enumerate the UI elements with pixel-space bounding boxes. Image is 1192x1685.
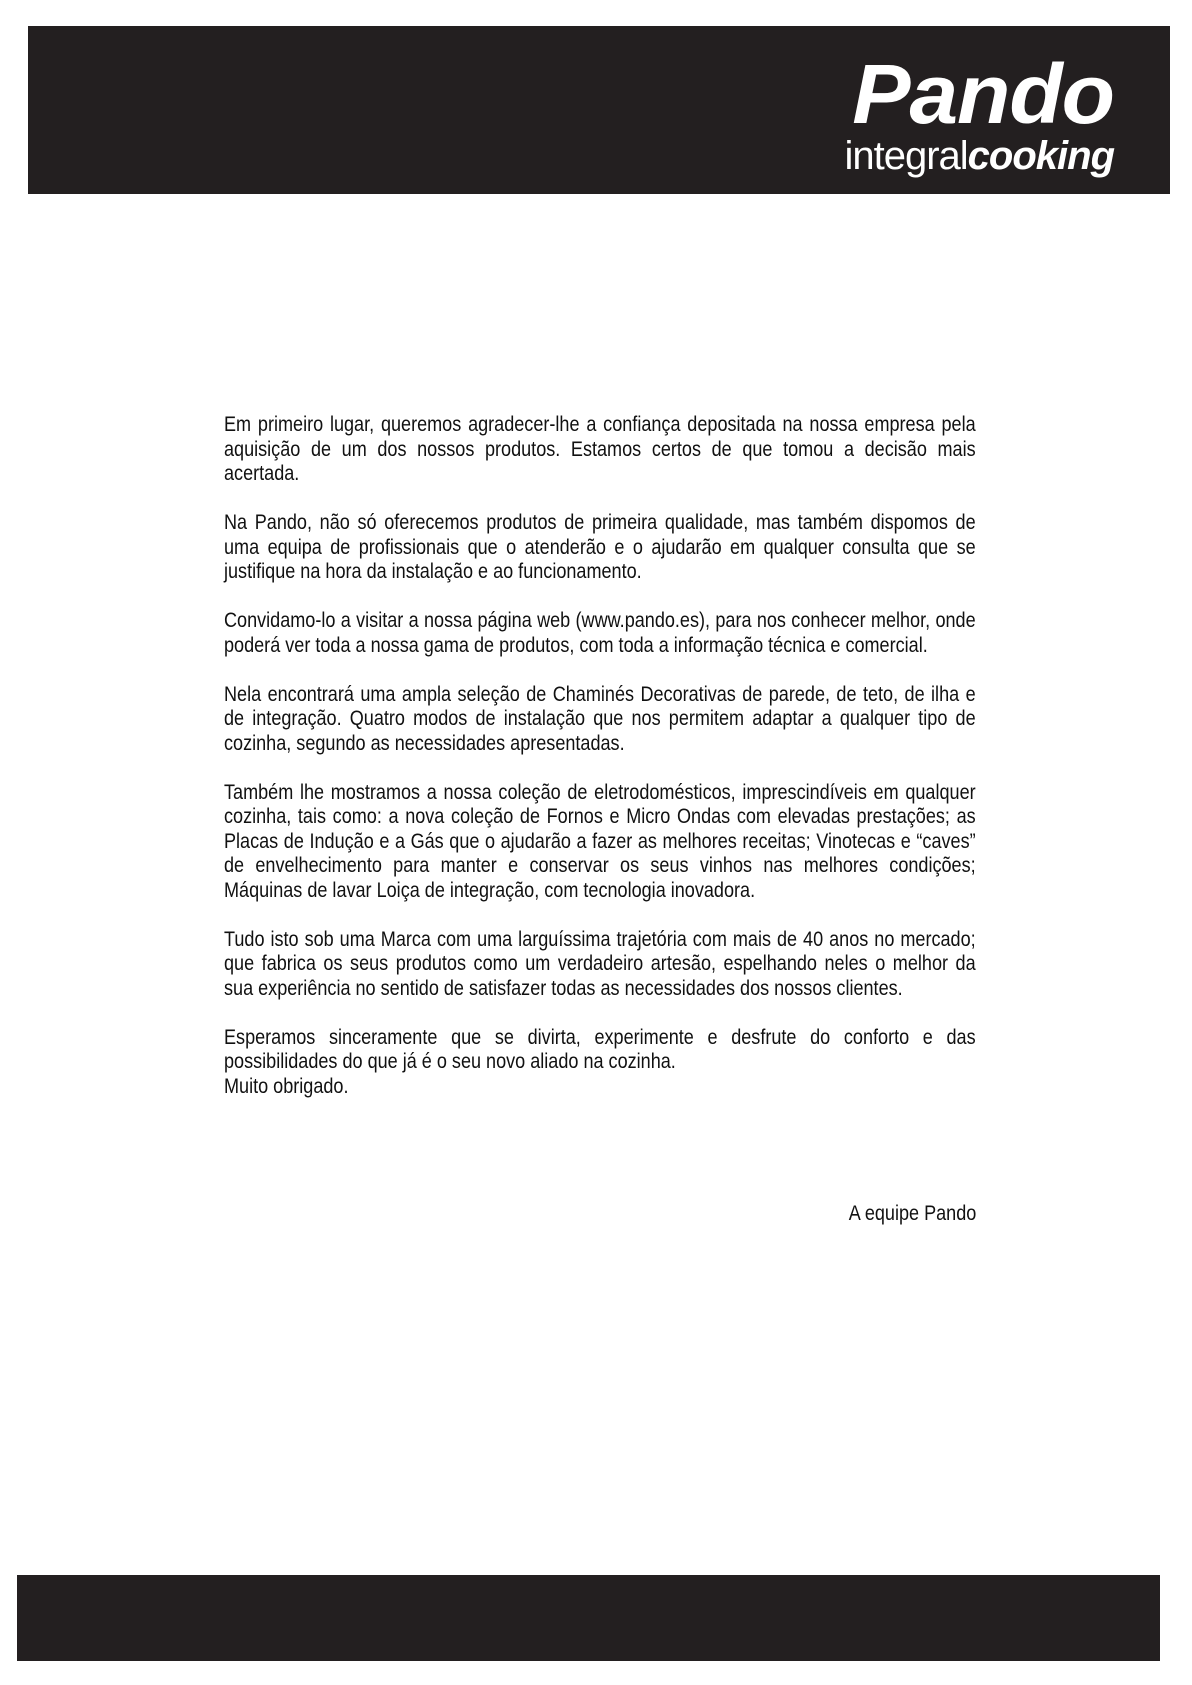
letter-paragraph-2: Na Pando, não só oferecemos produtos de primeira qualidade, mas também dispomos de uma equipa de profissionais que o atenderão e o ajudarão em qualquer consulta que se justifique na hora da instalação e ao funcionamento. <box>224 511 976 583</box>
letter-paragraph-7: Esperamos sinceramente que se divirta, experimente e desfrute do conforto e das possibilidades do que já é o seu novo aliado na cozinha. <box>224 1025 976 1073</box>
letter-paragraph-3: Convidamo-lo a visitar a nossa página web (www.pando.es), para nos conhecer melhor, onde poderá ver toda a nossa gama de produtos, com toda a informação técnica e comercial. <box>224 609 976 657</box>
logo-wordmark: Pando <box>852 47 1114 141</box>
footer-band <box>17 1575 1160 1661</box>
logo-tagline-light: integral <box>844 134 968 178</box>
letter-signature: A equipe Pando <box>848 1202 976 1225</box>
logo-tagline-bold: cooking <box>967 134 1114 178</box>
letter-closing: Muito obrigado. <box>224 1074 349 1098</box>
letter-paragraph-5: Também lhe mostramos a nossa coleção de eletrodomésticos, imprescindíveis em qualquer cozinha, tais como: a nova coleção de Fornos e Micro Ondas com elevadas prestações; as Placas de Indução e a Gás que o ajudarão a fazer as melhores receitas; Vinotecas e “caves” de envelhecimento para manter e conservar os seus vinhos nas melhores condições; Máquinas de lavar Loiça de integração, com tecnologia inovadora. <box>224 780 976 902</box>
letter-paragraph-6: Tudo isto sob uma Marca com uma larguíssima trajetória com mais de 40 anos no mercado; que fabrica os seus produtos como um verdadeiro artesão, espelhando neles o melhor da sua experiência no sentido de satisfazer todas as necessidades dos nossos clientes. <box>224 927 976 1000</box>
header-band <box>28 26 1170 194</box>
letter-paragraph-4: Nela encontrará uma ampla seleção de Chaminés Decorativas de parede, de teto, de ilha e de integração. Quatro modos de instalação que nos permitem adaptar a qualquer tipo de cozinha, segundo as necessidades apresentadas. <box>224 682 976 755</box>
letter-paragraph-1: Em primeiro lugar, queremos agradecer-lhe a confiança depositada na nossa empresa pela aquisição de um dos nossos produtos. Estamos certos de que tomou a decisão mais acertada. <box>224 413 976 485</box>
letter-body <box>224 413 976 1124</box>
pando-logo <box>814 47 1114 182</box>
